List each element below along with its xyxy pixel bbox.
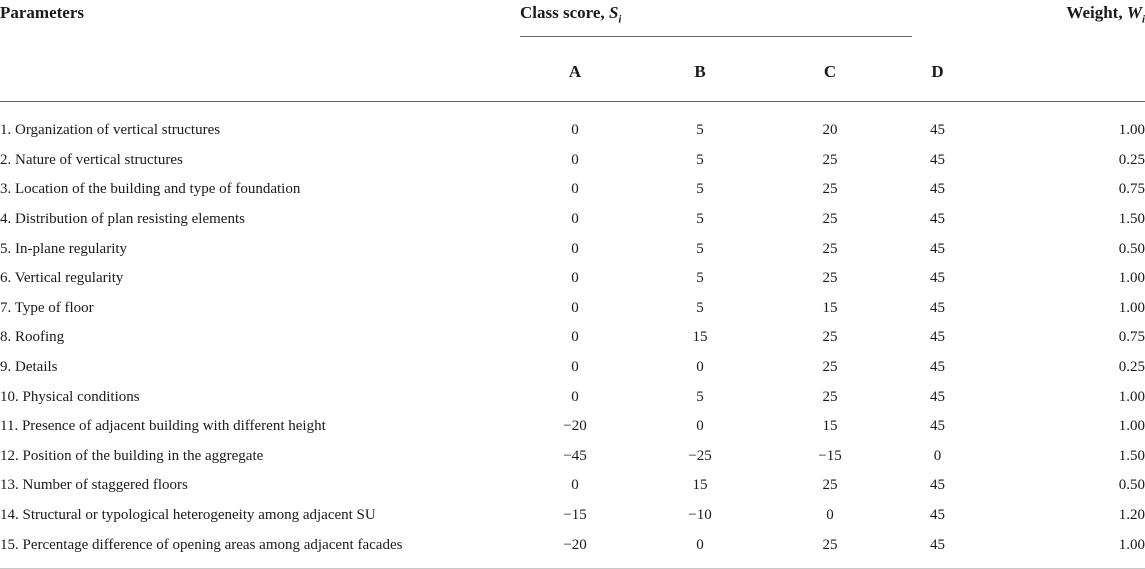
row-label: 5. In-plane regularity [0, 240, 128, 257]
score-b: −10 [688, 507, 712, 524]
table-row [0, 471, 1145, 501]
score-a: 0 [571, 211, 579, 228]
score-d: 45 [930, 270, 946, 287]
score-a: 0 [571, 477, 579, 494]
score-a: 0 [571, 359, 579, 376]
header-weight: Weight, $W_i$ [1066, 3, 1145, 26]
weight: 0.50 [1118, 477, 1145, 494]
weight: 0.25 [1118, 359, 1145, 376]
score-c: 25 [822, 211, 838, 228]
row-label: 11. Presence of adjacent building with different height [0, 418, 326, 435]
row-label: 9. Details [0, 359, 58, 376]
weight: 1.50 [1118, 447, 1145, 464]
row-label: 13. Number of staggered floors [0, 477, 188, 494]
weight: 1.00 [1118, 536, 1145, 553]
score-c: 25 [822, 181, 838, 198]
score-a: 0 [571, 151, 579, 168]
header-class-d: D [931, 62, 944, 81]
score-d: 45 [930, 329, 946, 346]
score-a: 0 [571, 122, 579, 139]
score-a: −15 [563, 507, 587, 524]
score-a: −20 [563, 418, 587, 435]
score-a: 0 [571, 270, 579, 287]
score-b: 5 [696, 122, 704, 139]
score-a: −20 [563, 536, 587, 553]
table-row [0, 382, 1145, 412]
row-label: 1. Organization of vertical structures [0, 122, 221, 139]
header-divider [0, 102, 1145, 117]
row-label: 6. Vertical regularity [0, 270, 124, 287]
score-d: 45 [930, 211, 946, 228]
header-parameters: Parameters [0, 3, 85, 22]
score-b: 15 [692, 477, 708, 494]
score-d: 45 [930, 122, 946, 139]
score-b: 5 [696, 211, 704, 228]
weight: 0.75 [1118, 181, 1145, 198]
score-b: 5 [696, 151, 704, 168]
score-b: 5 [696, 388, 704, 405]
score-d: 45 [930, 181, 946, 198]
header-class-a: A [568, 62, 582, 81]
table-row [0, 234, 1145, 264]
score-d: 45 [930, 240, 946, 257]
score-c: 15 [822, 418, 838, 435]
score-b: 0 [696, 359, 704, 376]
score-c: 25 [822, 151, 838, 168]
score-b: 0 [696, 536, 704, 553]
table-row [0, 412, 1145, 442]
header-class-c: C [823, 62, 837, 81]
weight: 1.50 [1118, 211, 1145, 228]
weight: 1.00 [1118, 418, 1145, 435]
table-row [0, 530, 1145, 560]
row-label: 3. Location of the building and type of foundation [0, 181, 301, 198]
weight: 0.25 [1118, 151, 1145, 168]
score-b: −25 [688, 447, 712, 464]
score-d: 45 [930, 388, 946, 405]
score-d: 45 [930, 536, 946, 553]
weight: 1.00 [1118, 299, 1145, 316]
score-c: 15 [822, 299, 838, 316]
table-row [0, 175, 1145, 205]
score-a: 0 [571, 388, 579, 405]
table-row [0, 116, 1145, 146]
score-a: 0 [571, 240, 579, 257]
score-b: 5 [696, 270, 704, 287]
score-b: 0 [696, 418, 704, 435]
score-c: 25 [822, 388, 838, 405]
score-d: 45 [930, 477, 946, 494]
class-score-rule [520, 36, 912, 37]
score-c: 25 [822, 270, 838, 287]
table-row [0, 442, 1145, 472]
weight: 1.00 [1118, 270, 1145, 287]
row-label: 12. Position of the building in the aggregate [0, 447, 264, 464]
score-d: 0 [933, 447, 942, 464]
table-row [0, 323, 1145, 353]
weight: 1.00 [1118, 122, 1145, 139]
score-c: 25 [822, 240, 838, 257]
header-class-score: Class score, $S_i$ [520, 0, 985, 39]
score-c: −15 [818, 447, 842, 464]
score-c: 25 [822, 359, 838, 376]
score-c: 25 [822, 329, 838, 346]
score-c: 25 [822, 477, 838, 494]
score-d: 45 [930, 299, 946, 316]
weight: 1.20 [1118, 507, 1145, 524]
header-class-b: B [694, 62, 706, 81]
weight: 1.00 [1118, 388, 1145, 405]
score-b: 5 [696, 240, 704, 257]
score-b: 5 [696, 299, 704, 316]
row-label: 15. Percentage difference of opening areas among adjacent facades [0, 536, 403, 553]
weight: 0.75 [1118, 329, 1145, 346]
row-label: 7. Type of floor [0, 299, 94, 316]
score-d: 45 [930, 507, 946, 524]
score-c: 0 [826, 507, 834, 524]
score-d: 45 [930, 418, 946, 435]
score-b: 15 [692, 329, 708, 346]
row-label: 10. Physical conditions [0, 388, 140, 405]
table-row [0, 294, 1145, 324]
table-row [0, 501, 1145, 531]
score-a: −45 [563, 447, 587, 464]
table-row [0, 205, 1145, 235]
row-label: 2. Nature of vertical structures [0, 151, 183, 168]
score-c: 20 [822, 122, 838, 139]
table-bottom-rule [0, 560, 1145, 569]
table-row [0, 353, 1145, 383]
table-row [0, 264, 1145, 294]
score-d: 45 [930, 359, 946, 376]
score-a: 0 [571, 181, 579, 198]
row-label: 8. Roofing [0, 329, 65, 346]
score-a: 0 [571, 299, 579, 316]
weight: 0.50 [1118, 240, 1145, 257]
row-label: 14. Structural or typological heterogeneity among adjacent SU [0, 507, 376, 524]
score-b: 5 [696, 181, 704, 198]
table-row [0, 146, 1145, 176]
score-a: 0 [571, 329, 579, 346]
header-row-1 [0, 0, 1145, 39]
row-label: 4. Distribution of plan resisting elements [0, 211, 245, 228]
score-d: 45 [930, 151, 946, 168]
score-c: 25 [822, 536, 838, 553]
